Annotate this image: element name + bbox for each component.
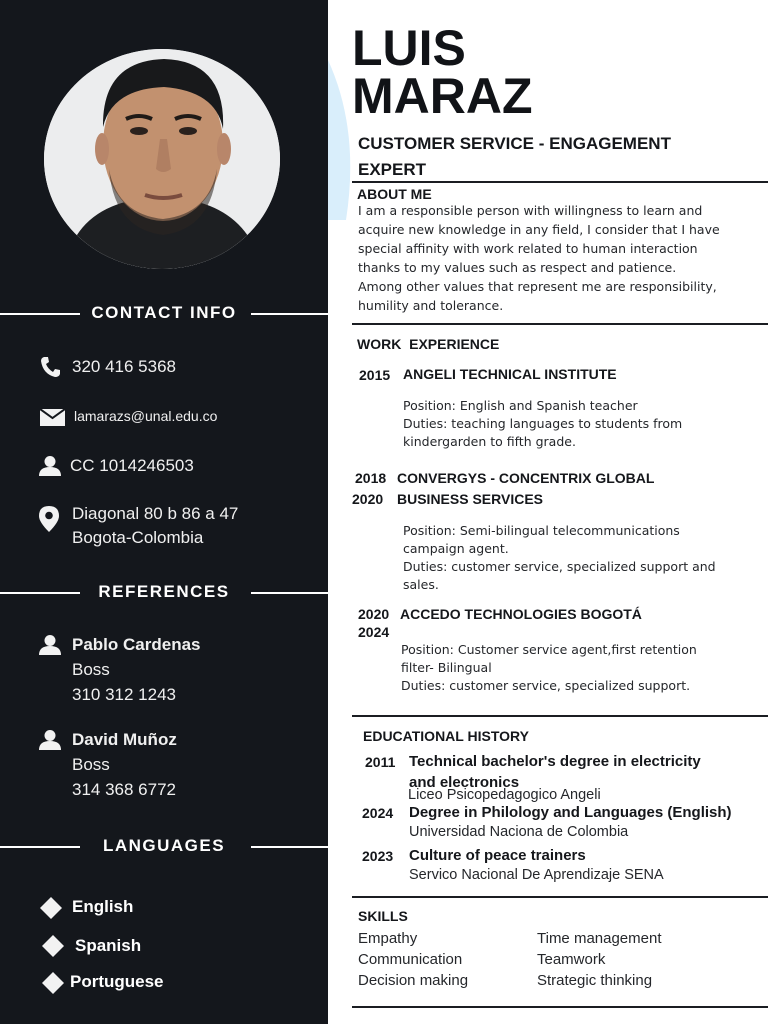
contact-email: lamarazs@unal.edu.co [74,408,218,424]
detail-line: Duties: customer service, specialized support and [403,559,716,574]
detail-line: sales. [403,577,439,592]
degree-line: and electronics [409,774,520,791]
detail-line: Duties: customer service, specialized support. [401,678,691,693]
degree-line: Degree in Philology and Languages (English) [409,804,732,821]
org-line: ACCEDO TECHNOLOGIES BOGOTÁ [400,606,642,622]
phone-icon [40,356,60,378]
about-line: special affinity with work related to human interaction [358,241,698,256]
reference-role: Boss [72,660,110,679]
address-line-2: Bogota-Colombia [72,528,204,547]
user-icon [39,456,61,476]
profile-photo [44,49,280,269]
profile-name [352,20,533,124]
about-text [358,201,720,315]
address-line-1: Diagonal 80 b 86 a 47 [72,504,239,523]
detail-line: filter- Bilingual [401,660,492,675]
sidebar [0,0,328,1024]
work-organization [403,364,617,385]
language-item: Portuguese [70,972,164,991]
education-institution: Liceo Psicopedagogico Angeli [408,787,601,803]
portrait-image [44,49,280,269]
reference-item [72,632,201,707]
work-details [401,641,697,695]
diamond-bullet-icon [40,897,62,919]
about-line: Among other values that represent me are responsibility, [358,279,717,294]
detail-line: campaign agent. [403,541,509,556]
divider [352,896,768,898]
education-institution: Universidad Naciona de Colombia [409,824,629,840]
reference-phone: 310 312 1243 [72,685,176,704]
language-item: Spanish [75,936,142,955]
skill-item: Teamwork [537,951,606,968]
reference-user-icon [39,730,61,750]
degree-line: Technical bachelor's degree in electricity [409,753,701,770]
education-institution: Servico Nacional De Aprendizaje SENA [409,867,664,883]
detail-line: Position: English and Spanish teacher [403,398,638,413]
about-line: I am a responsible person with willingness to learn and [358,203,703,218]
reference-phone: 314 368 6772 [72,780,176,799]
work-year-end: 2020 [352,491,384,507]
work-heading: WORK EXPERIENCE [357,336,500,352]
skill-item: Time management [537,930,662,947]
diamond-bullet-icon [42,972,64,994]
skill-item: Empathy [358,930,418,947]
contact-address [72,502,238,550]
skills-heading: SKILLS [358,908,408,924]
work-year-start: 2018 [355,470,387,486]
diamond-bullet-icon [42,935,64,957]
detail-line: Position: Customer service agent,first retention [401,642,697,657]
language-item: English [72,897,134,916]
education-year: 2011 [365,754,396,770]
reference-role: Boss [72,755,110,774]
education-heading: EDUCATIONAL HISTORY [363,728,529,744]
divider [352,323,768,325]
work-year-start: 2015 [359,367,391,383]
last-name: MARAZ [352,68,533,124]
degree-line: Culture of peace trainers [409,847,586,864]
first-name: LUIS [352,20,466,76]
education-year: 2023 [362,848,394,864]
detail-line: kindergarden to fifth grade. [403,434,576,449]
languages-heading: LANGUAGES [0,836,328,856]
education-year: 2024 [362,805,394,821]
org-line: CONVERGYS - CONCENTRIX GLOBAL [397,470,655,486]
work-organization [397,468,654,510]
references-heading: REFERENCES [0,582,328,602]
reference-item [72,727,177,802]
skill-item: Strategic thinking [537,972,653,989]
skill-item: Communication [358,951,463,968]
location-pin-icon [39,506,59,532]
about-line: acquire new knowledge in any field, I consider that I have [358,222,720,237]
contact-id: CC 1014246503 [70,456,194,475]
reference-name: David Muñoz [72,730,177,749]
mail-icon [40,409,65,426]
reference-name: Pablo Cardenas [72,635,201,654]
org-line: BUSINESS SERVICES [397,491,544,507]
detail-line: Position: Semi-bilingual telecommunications [403,523,680,538]
contact-phone: 320 416 5368 [72,357,176,376]
work-year-end: 2024 [358,624,390,640]
skill-item: Decision making [358,972,469,989]
divider [352,1006,768,1008]
org-line: ANGELI TECHNICAL INSTITUTE [403,366,617,382]
divider [352,181,768,183]
about-line: thanks to my values such as respect and patience. [358,260,677,275]
work-details [403,522,716,594]
contact-info-heading: CONTACT INFO [0,303,328,323]
education-degree [409,802,732,823]
about-line: humility and tolerance. [358,298,504,313]
reference-user-icon [39,635,61,655]
work-details [403,397,682,451]
job-title: CUSTOMER SERVICE - ENGAGEMENT EXPERT [358,134,671,179]
divider [352,715,768,717]
main-content [328,0,768,1024]
work-organization [400,604,642,625]
detail-line: Duties: teaching languages to students from [403,416,683,431]
work-year-start: 2020 [358,606,390,622]
education-degree [409,845,586,866]
about-heading: ABOUT ME [357,186,432,202]
